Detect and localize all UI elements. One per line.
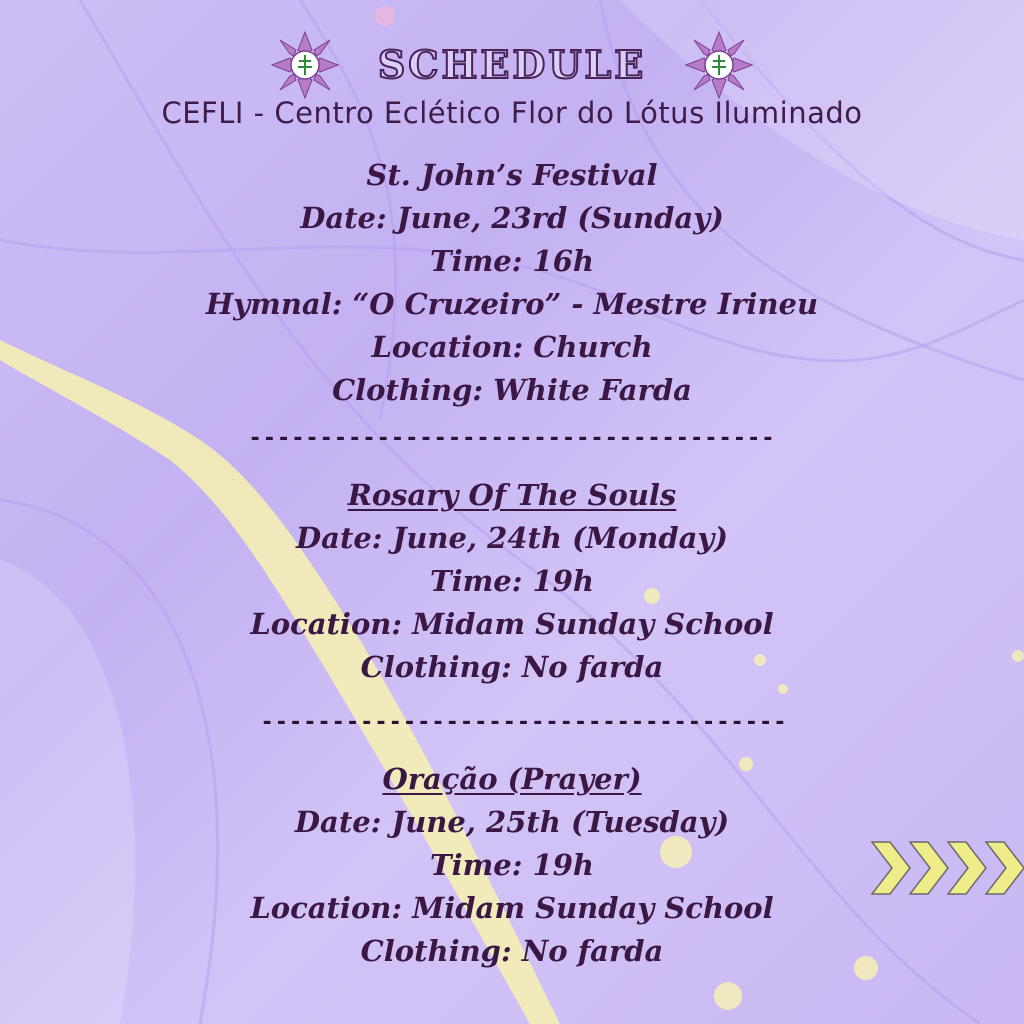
event-time: Time: 19h: [430, 848, 594, 882]
title-row: [0, 30, 1024, 100]
event-clothing: Clothing: No farda: [360, 934, 664, 968]
event-clothing: Clothing: No farda: [360, 650, 664, 684]
event-oracao-prayer: [0, 758, 1024, 973]
event-location: Location: Midam Sunday School: [250, 607, 774, 641]
event-title: Oração (Prayer): [382, 762, 642, 796]
event-date: Date: June, 25th (Tuesday): [294, 805, 730, 839]
event-clothing: Clothing: White Farda: [332, 373, 692, 407]
event-title: Rosary Of The Souls: [347, 478, 677, 512]
event-date: Date: June, 23rd (Sunday): [300, 201, 724, 235]
event-date: Date: June, 24th (Monday): [296, 521, 728, 555]
event-time: Time: 19h: [430, 564, 594, 598]
section-divider: -------------------------------------: [248, 426, 776, 451]
event-time: Time: 16h: [430, 244, 594, 278]
page-title: SCHEDULE: [377, 42, 647, 87]
event-hymnal: Hymnal: “O Cruzeiro” - Mestre Irineu: [205, 287, 819, 321]
section-divider: -------------------------------------: [260, 710, 788, 735]
event-title: St. John’s Festival: [366, 158, 658, 192]
organization-name: CEFLI - Centro Eclético Flor do Lótus Iluminado: [161, 96, 863, 130]
event-location: Location: Church: [371, 330, 653, 364]
event-st-johns-festival: [0, 154, 1024, 412]
event-location: Location: Midam Sunday School: [250, 891, 774, 925]
lotus-emblem-icon: [270, 30, 340, 100]
event-rosary-of-the-souls: [0, 474, 1024, 689]
lotus-emblem-icon: [684, 30, 754, 100]
